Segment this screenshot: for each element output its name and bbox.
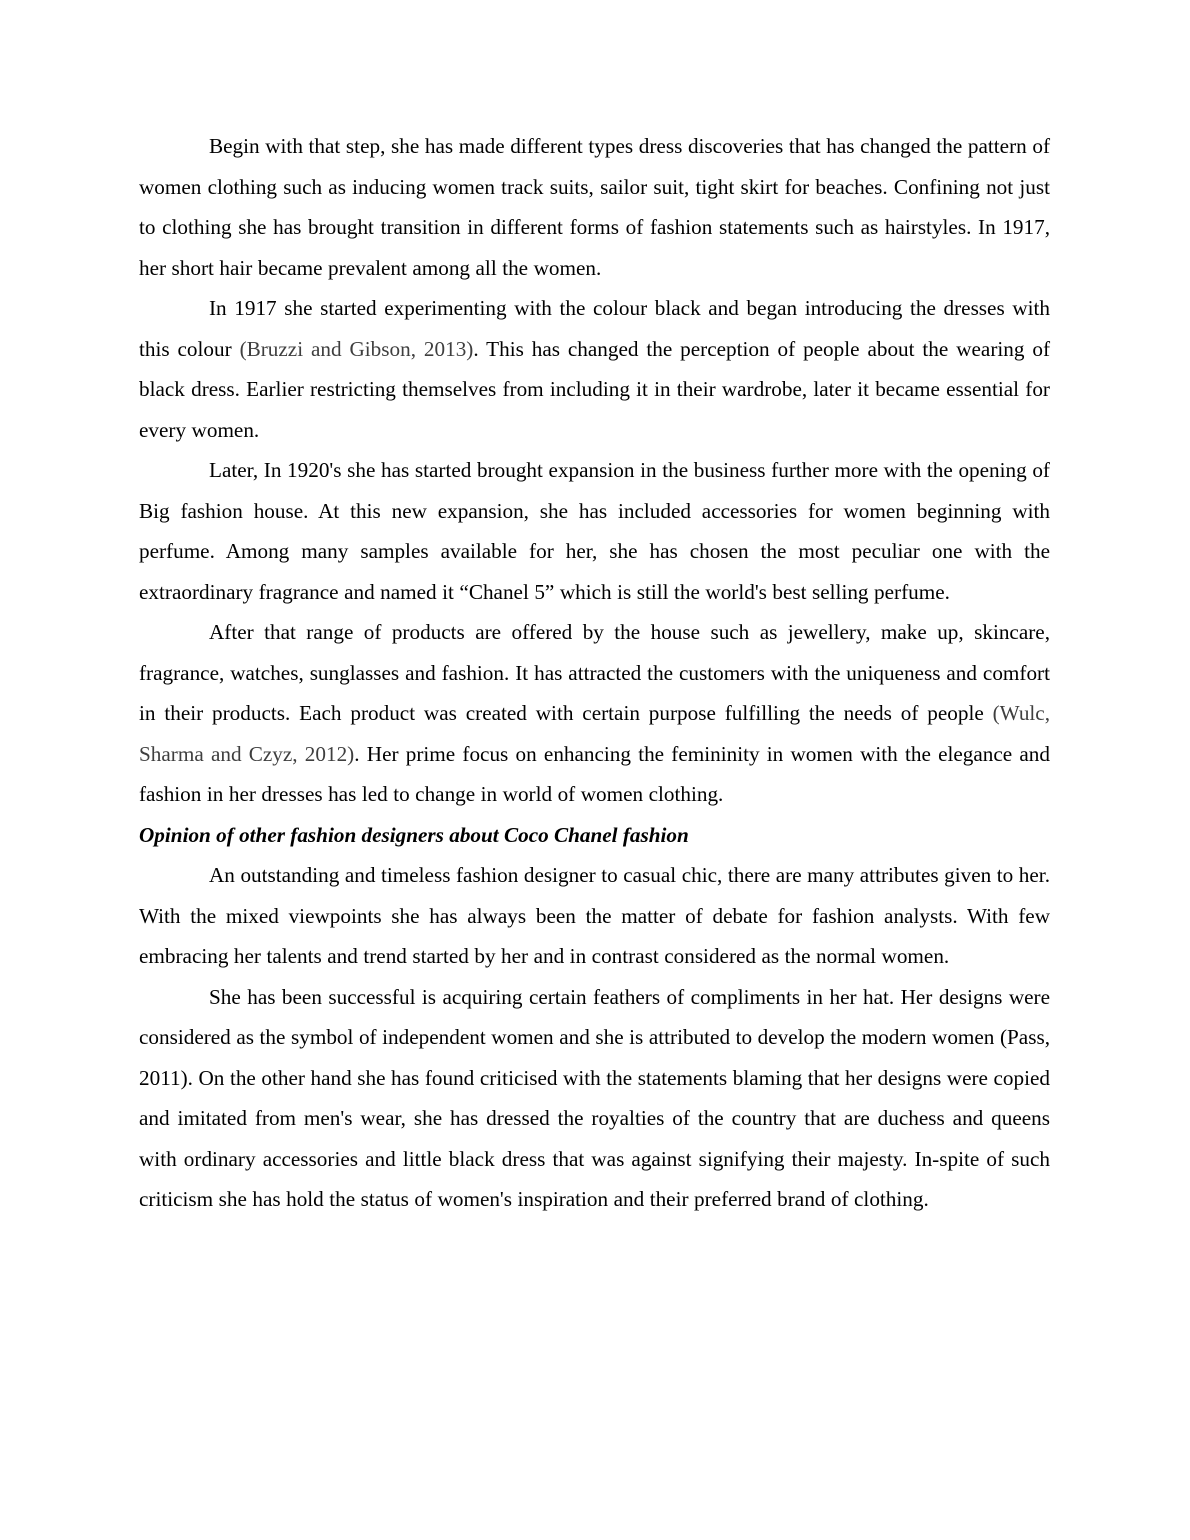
citation-wulc-sharma-czyz-2012: (Wulc, Sharma and Czyz, 2012) [139,701,1050,766]
document-text-column [139,126,1050,1220]
paragraph-4-text-after-citation: . Her prime focus on enhancing the femininity in women with the elegance and fashion in her dresses has led to change in world of women clothing. [139,741,1050,806]
section-heading-opinion-of-other-fashion-designers: Opinion of other fashion designers about Coco Chanel fashion [139,822,689,847]
paragraph-2-text-before-citation: In 1917 she started experimenting with the colour black and began introducing the dresses with this colour [139,296,1050,361]
paragraph-2-text-after-citation: . This has changed the perception of people about the wearing of black dress. Earlier restricting themselves from including it in their wardrobe, later it became essential for every women. [139,336,1051,442]
paragraph-4 [139,612,1050,815]
paragraph-4-text-before-citation: After that range of products are offered by the house such as jewellery, make up, skincare, fragrance, watches, sunglasses and fashion. It has attracted the customers with the uniqueness and comfort in their products. Each product was created with certain purpose fulfilling the needs of people [139,620,1050,725]
citation-bruzzi-gibson-2013: (Bruzzi and Gibson, 2013) [239,336,474,361]
paragraph-5: An outstanding and timeless fashion designer to casual chic, there are many attributes given to her. With the mixed viewpoints she has always been the matter of debate for fashion analysts. With few embracing her talents and trend started by her and in contrast considered as the normal women. [139,863,1050,968]
paragraph-1: Begin with that step, she has made different types dress discoveries that has changed the pattern of women clothing such as inducing women track suits, sailor suit, tight skirt for beaches. Confining not just to clothing she has brought transition in different forms of fashion statements such as hairstyles. In 1917, her short hair became prevalent among all the women. [139,134,1050,280]
paragraph-6: She has been successful is acquiring certain feathers of compliments in her hat. Her designs were considered as the symbol of independent women and she is attributed to develop the modern women (Pass, 2011). On the other hand she has found criticised with the statements blaming that her designs were copied and imitated from men's wear, she has dressed the royalties of the country that are duchess and queens with ordinary accessories and little black dress that was against signifying their majesty. In-spite of such criticism she has hold the status of women's inspiration and their preferred brand of clothing. [139,984,1050,1211]
paragraph-3: Later, In 1920's she has started brought expansion in the business further more with the opening of Big fashion house. At this new expansion, she has included accessories for women beginning with perfume. Among many samples available for her, she has chosen the most peculiar one with the extraordinary fragrance and named it “Chanel 5” which is still the world's best selling perfume. [139,458,1050,604]
paragraph-2 [139,288,1050,450]
